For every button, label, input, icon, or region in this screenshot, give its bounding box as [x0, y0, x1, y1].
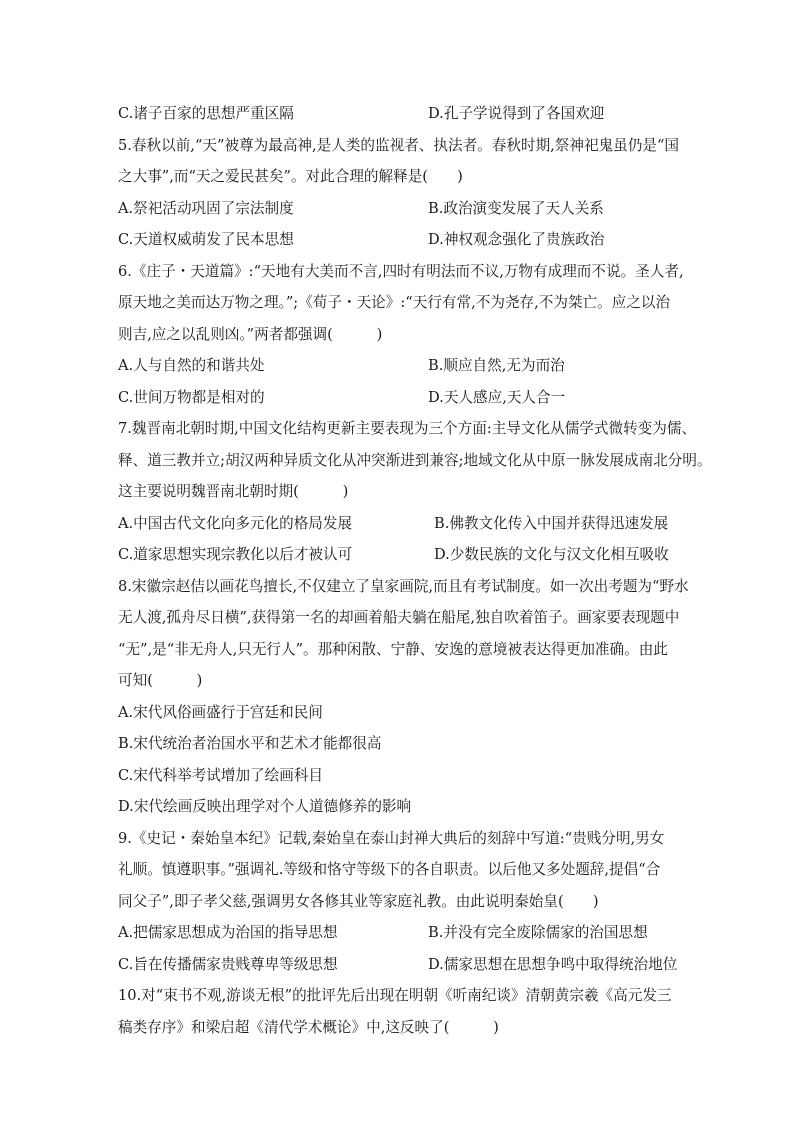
q6-option-d[interactable]: D.天人感应,天人合一	[428, 388, 566, 406]
q9-stem-line-1: 9.《史记・秦始皇本纪》记载,秦始皇在泰山封禅大典后的刻辞中写道:“贵贱分明,男女	[118, 829, 665, 847]
q6-stem-line-1: 6.《庄子・天道篇》:“天地有大美而不言,四时有明法而不议,万物有成理而不说。圣人者,	[118, 262, 684, 280]
q7-option-d[interactable]: D.少数民族的文化与汉文化相互吸收	[434, 546, 669, 563]
q6-options-row-cd	[118, 382, 698, 414]
q7-stem-line-2: 释、道三教并立;胡汉两种异质文化从冲突渐进到兼容;地域文化从中原一脉发展成南北分明。	[118, 451, 712, 469]
q9-option-b[interactable]: B.并没有完全废除儒家的治国思想	[428, 924, 648, 941]
q6-stem-line-3: 则吉,应之以乱则凶。”两者都强调( )	[118, 325, 383, 343]
q7-stem-line-1: 7.魏晋南北朝时期,中国文化结构更新主要表现为三个方面:主导文化从儒学式微转变为儒、	[118, 420, 697, 437]
q5-stem-line-1: 5.春秋以前,“天”被尊为最高神,是人类的监视者、执法者。春秋时期,祭神祀鬼虽仍是“国	[118, 136, 680, 154]
q8-option-b[interactable]: B.宋代统治者治国水平和艺术才能都很高	[118, 735, 382, 752]
q8-option-c[interactable]: C.宋代科举考试增加了绘画科目	[118, 766, 324, 784]
q9-option-c[interactable]: C.旨在传播儒家贵贱尊卑等级思想	[118, 955, 338, 973]
q5-options-row-ab	[118, 193, 698, 225]
q7-option-c[interactable]: C.道家思想实现宗教化以后才被认可	[118, 546, 353, 563]
q5-option-a[interactable]: A.祭祀活动巩固了宗法制度	[118, 199, 294, 217]
q9-options-row-cd	[118, 949, 698, 981]
q8-option-d[interactable]: D.宋代绘画反映出理学对个人道德修养的影响	[118, 798, 412, 815]
q9-option-a[interactable]: A.把儒家思想成为治国的指导思想	[118, 924, 338, 941]
q4-options-row-cd	[118, 98, 698, 130]
q4-option-c[interactable]: C.诸子百家的思想严重区隔	[118, 105, 294, 122]
q7-options-row-ab	[118, 508, 698, 540]
q5-option-d[interactable]: D.神权观念强化了贵族政治	[428, 231, 605, 248]
q6-stem-line-2: 原天地之美而达万物之理。”;《荀子・天论》:“天行有常,不为尧存,不为桀亡。应之以治	[118, 294, 671, 311]
q6-option-c[interactable]: C.世间万物都是相对的	[118, 388, 265, 406]
q7-stem-line-3: 这主要说明魏晋南北朝时期( )	[118, 483, 349, 500]
q10-stem-line-1: 10.对“束书不观,游谈无根”的批评先后出现在明朝《听南纪谈》清朝黄宗羲《高元发三	[118, 987, 672, 1004]
q4-option-d[interactable]: D.孔子学说得到了各国欢迎	[428, 105, 605, 122]
q6-option-a[interactable]: A.人与自然的和谐共处	[118, 357, 265, 374]
q10-stem-line-2: 稿类存序》和梁启超《清代学术概论》中,这反映了( )	[118, 1018, 499, 1036]
q9-option-d[interactable]: D.儒家思想在思想争鸣中取得统治地位	[428, 955, 678, 973]
q6-option-b[interactable]: B.顺应自然,无为而治	[428, 357, 565, 374]
q9-stem-line-3: 同父子”,即子孝父慈,强调男女各修其业等家庭礼教。由此说明秦始皇( )	[118, 892, 599, 910]
q8-stem-line-4: 可知( )	[118, 672, 203, 689]
q5-options-row-cd	[118, 224, 698, 256]
q8-stem-line-3: “无”,是“非无舟人,只无行人”。那种闲散、宁静、安逸的意境被表达得更加准确。由此	[118, 640, 668, 658]
q8-stem-line-1: 8.宋徽宗赵佶以画花鸟擅长,不仅建立了皇家画院,而且有考试制度。如一次出考题为“野水	[118, 577, 689, 595]
q9-options-row-ab	[118, 917, 698, 949]
q5-option-c[interactable]: C.天道权威萌发了民本思想	[118, 231, 294, 248]
q5-option-b[interactable]: B.政治演变发展了天人关系	[428, 199, 604, 217]
q7-option-b[interactable]: B.佛教文化传入中国并获得迅速发展	[434, 514, 669, 532]
q6-options-row-ab	[118, 350, 698, 382]
q8-option-a[interactable]: A.宋代风俗画盛行于宫廷和民间	[118, 703, 323, 721]
q7-options-row-cd	[118, 539, 698, 571]
question-list	[118, 98, 712, 1043]
q9-stem-line-2: 礼顺。慎遵职事。”强调礼.等级和恪守等级下的各自职责。以后他又多处题辞,提倡“合	[118, 861, 661, 878]
q7-option-a[interactable]: A.中国古代文化向多元化的格局发展	[118, 514, 353, 532]
q8-stem-line-2: 无人渡,孤舟尽日横”,获得第一名的却画着船夫躺在船尾,独自吹着笛子。画家要表现题中	[118, 609, 680, 626]
q5-stem-line-2: 之大事”,而“天之爱民甚矣”。对此合理的解释是( )	[118, 168, 463, 185]
